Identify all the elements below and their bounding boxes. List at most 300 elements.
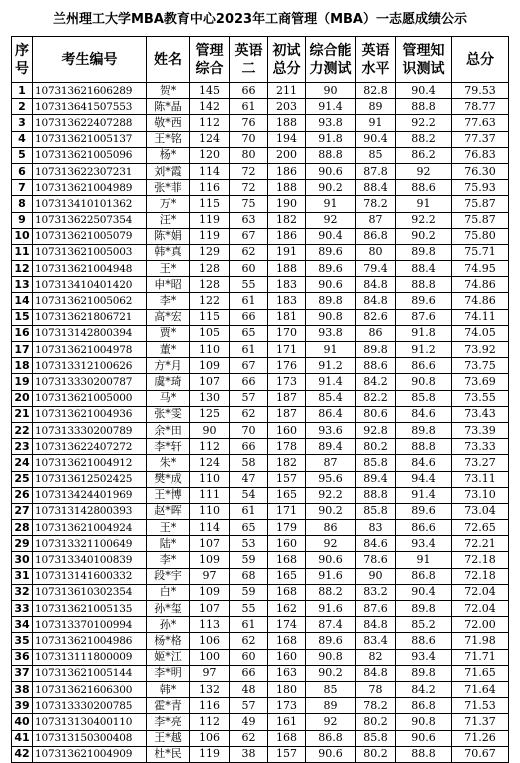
english-level-score: 88.4 (356, 180, 396, 196)
candidate-id: 107313321100649 (33, 536, 147, 552)
english-score: 68 (230, 568, 268, 584)
management-score: 107 (190, 374, 230, 390)
english-score: 54 (230, 487, 268, 503)
row-index: 8 (12, 196, 33, 212)
management-score: 110 (190, 471, 230, 487)
candidate-name: 白* (147, 584, 190, 600)
comprehensive-ability-score: 90.8 (306, 649, 356, 665)
management-score: 115 (190, 309, 230, 325)
prelim-total: 183 (268, 293, 306, 309)
management-knowledge-score: 93.4 (396, 649, 452, 665)
table-row (12, 358, 509, 374)
management-knowledge-score: 91 (396, 552, 452, 568)
management-knowledge-score: 89.8 (396, 665, 452, 681)
header-total: 总分 (452, 37, 509, 83)
management-score: 122 (190, 293, 230, 309)
header-index: 序号 (12, 37, 33, 83)
comprehensive-ability-score: 90.2 (306, 665, 356, 681)
comprehensive-ability-score: 87.4 (306, 617, 356, 633)
management-score: 125 (190, 406, 230, 422)
total-score: 79.53 (452, 83, 509, 99)
comprehensive-ability-score: 90 (306, 83, 356, 99)
management-score: 115 (190, 196, 230, 212)
row-index: 27 (12, 503, 33, 519)
comprehensive-ability-score: 89.6 (306, 261, 356, 277)
english-score: 76 (230, 115, 268, 131)
comprehensive-ability-score: 90.2 (306, 180, 356, 196)
english-score: 61 (230, 293, 268, 309)
table-row (12, 730, 509, 746)
english-score: 66 (230, 83, 268, 99)
candidate-name: 马* (147, 390, 190, 406)
header-comprehensive-ability: 综合能力测试 (306, 37, 356, 83)
english-score: 80 (230, 147, 268, 163)
candidate-id: 107313410101362 (33, 196, 147, 212)
total-score: 73.39 (452, 422, 509, 438)
management-score: 145 (190, 83, 230, 99)
candidate-id: 107313621005137 (33, 131, 147, 147)
comprehensive-ability-score: 91.6 (306, 601, 356, 617)
english-score: 57 (230, 698, 268, 714)
candidate-name: 赵*晖 (147, 503, 190, 519)
prelim-total: 186 (268, 163, 306, 179)
english-level-score: 78.2 (356, 698, 396, 714)
total-score: 72.04 (452, 601, 509, 617)
candidate-name: 汪* (147, 212, 190, 228)
english-level-score: 82 (356, 649, 396, 665)
row-index: 16 (12, 325, 33, 341)
table-row (12, 552, 509, 568)
management-knowledge-score: 91.4 (396, 487, 452, 503)
english-score: 61 (230, 503, 268, 519)
english-level-score: 80.2 (356, 746, 396, 762)
management-knowledge-score: 86.8 (396, 568, 452, 584)
candidate-name: 陆* (147, 536, 190, 552)
management-knowledge-score: 88.8 (396, 277, 452, 293)
prelim-total: 174 (268, 617, 306, 633)
candidate-name: 樊*成 (147, 471, 190, 487)
row-index: 39 (12, 698, 33, 714)
row-index: 1 (12, 83, 33, 99)
comprehensive-ability-score: 89 (306, 698, 356, 714)
table-row (12, 309, 509, 325)
comprehensive-ability-score: 92.2 (306, 487, 356, 503)
prelim-total: 203 (268, 99, 306, 115)
row-index: 10 (12, 228, 33, 244)
row-index: 22 (12, 422, 33, 438)
total-score: 77.37 (452, 131, 509, 147)
prelim-total: 179 (268, 520, 306, 536)
english-level-score: 84.6 (356, 536, 396, 552)
english-level-score: 78.2 (356, 196, 396, 212)
english-score: 67 (230, 358, 268, 374)
table-row (12, 617, 509, 633)
comprehensive-ability-score: 90.2 (306, 503, 356, 519)
table-row (12, 487, 509, 503)
candidate-id: 107313622507354 (33, 212, 147, 228)
header-management-comprehensive: 管理综合 (190, 37, 230, 83)
row-index: 38 (12, 681, 33, 697)
english-score: 66 (230, 309, 268, 325)
candidate-id: 107313621005062 (33, 293, 147, 309)
candidate-name: 杨*格 (147, 633, 190, 649)
row-index: 35 (12, 633, 33, 649)
total-score: 75.87 (452, 212, 509, 228)
management-knowledge-score: 89.8 (396, 422, 452, 438)
total-score: 73.10 (452, 487, 509, 503)
comprehensive-ability-score: 89.6 (306, 244, 356, 260)
total-score: 75.87 (452, 196, 509, 212)
candidate-name: 李* (147, 293, 190, 309)
management-score: 128 (190, 277, 230, 293)
comprehensive-ability-score: 93.6 (306, 422, 356, 438)
prelim-total: 163 (268, 665, 306, 681)
management-knowledge-score: 86.8 (396, 698, 452, 714)
management-score: 111 (190, 487, 230, 503)
table-row (12, 325, 509, 341)
candidate-name: 段*宇 (147, 568, 190, 584)
candidate-name: 孙*玺 (147, 601, 190, 617)
candidate-name: 李*亮 (147, 714, 190, 730)
management-score: 90 (190, 422, 230, 438)
management-knowledge-score: 84.6 (396, 406, 452, 422)
management-score: 124 (190, 455, 230, 471)
comprehensive-ability-score: 93.8 (306, 325, 356, 341)
candidate-id: 107313621606300 (33, 681, 147, 697)
english-level-score: 91 (356, 115, 396, 131)
candidate-id: 107313330200789 (33, 422, 147, 438)
english-level-score: 88.8 (356, 487, 396, 503)
row-index: 41 (12, 730, 33, 746)
english-score: 65 (230, 520, 268, 536)
candidate-name: 万* (147, 196, 190, 212)
total-score: 73.55 (452, 390, 509, 406)
prelim-total: 168 (268, 730, 306, 746)
prelim-total: 157 (268, 471, 306, 487)
row-index: 37 (12, 665, 33, 681)
prelim-total: 180 (268, 681, 306, 697)
candidate-name: 王* (147, 520, 190, 536)
candidate-name: 张*雯 (147, 406, 190, 422)
total-score: 73.69 (452, 374, 509, 390)
english-level-score: 82.6 (356, 309, 396, 325)
table-row (12, 115, 509, 131)
english-level-score: 83.2 (356, 584, 396, 600)
candidate-name: 董* (147, 342, 190, 358)
table-row (12, 131, 509, 147)
english-level-score: 89 (356, 99, 396, 115)
total-score: 71.65 (452, 665, 509, 681)
candidate-name: 李*明 (147, 665, 190, 681)
prelim-total: 170 (268, 325, 306, 341)
management-score: 119 (190, 746, 230, 762)
row-index: 11 (12, 244, 33, 260)
candidate-id: 107313622307231 (33, 163, 147, 179)
candidate-name: 韩*真 (147, 244, 190, 260)
row-index: 26 (12, 487, 33, 503)
candidate-name: 朱* (147, 455, 190, 471)
english-level-score: 84.8 (356, 665, 396, 681)
prelim-total: 200 (268, 147, 306, 163)
management-score: 119 (190, 212, 230, 228)
prelim-total: 187 (268, 406, 306, 422)
comprehensive-ability-score: 86.4 (306, 406, 356, 422)
management-score: 110 (190, 342, 230, 358)
candidate-id: 107313621004978 (33, 342, 147, 358)
table-row (12, 180, 509, 196)
management-knowledge-score: 87.6 (396, 309, 452, 325)
total-score: 76.30 (452, 163, 509, 179)
management-knowledge-score: 85.2 (396, 617, 452, 633)
english-score: 58 (230, 455, 268, 471)
candidate-id: 107313612502425 (33, 471, 147, 487)
english-score: 60 (230, 261, 268, 277)
comprehensive-ability-score: 92 (306, 212, 356, 228)
total-score: 74.11 (452, 309, 509, 325)
total-score: 73.11 (452, 471, 509, 487)
management-knowledge-score: 84.6 (396, 455, 452, 471)
prelim-total: 171 (268, 503, 306, 519)
comprehensive-ability-score: 90.4 (306, 228, 356, 244)
row-index: 14 (12, 293, 33, 309)
management-knowledge-score: 92.2 (396, 212, 452, 228)
candidate-id: 107313621005000 (33, 390, 147, 406)
row-index: 34 (12, 617, 33, 633)
comprehensive-ability-score: 86.8 (306, 730, 356, 746)
prelim-total: 160 (268, 649, 306, 665)
prelim-total: 173 (268, 374, 306, 390)
total-score: 71.53 (452, 698, 509, 714)
english-score: 62 (230, 633, 268, 649)
english-score: 48 (230, 681, 268, 697)
prelim-total: 182 (268, 455, 306, 471)
row-index: 18 (12, 358, 33, 374)
english-score: 61 (230, 617, 268, 633)
management-score: 124 (190, 131, 230, 147)
english-score: 62 (230, 406, 268, 422)
management-score: 113 (190, 617, 230, 633)
candidate-name: 虞*琦 (147, 374, 190, 390)
management-score: 106 (190, 730, 230, 746)
row-index: 33 (12, 601, 33, 617)
english-score: 59 (230, 584, 268, 600)
row-index: 7 (12, 180, 33, 196)
english-level-score: 88.6 (356, 358, 396, 374)
table-row (12, 244, 509, 260)
english-score: 66 (230, 665, 268, 681)
english-level-score: 84.2 (356, 374, 396, 390)
row-index: 42 (12, 746, 33, 762)
comprehensive-ability-score: 89.4 (306, 439, 356, 455)
english-level-score: 80.6 (356, 406, 396, 422)
row-index: 29 (12, 536, 33, 552)
comprehensive-ability-score: 88.2 (306, 584, 356, 600)
candidate-id: 107313111800009 (33, 649, 147, 665)
english-level-score: 82.8 (356, 83, 396, 99)
table-row (12, 212, 509, 228)
table-row (12, 698, 509, 714)
english-level-score: 92.8 (356, 422, 396, 438)
candidate-id: 107313641507553 (33, 99, 147, 115)
row-index: 13 (12, 277, 33, 293)
prelim-total: 162 (268, 601, 306, 617)
table-row (12, 746, 509, 762)
candidate-id: 107313424401969 (33, 487, 147, 503)
candidate-name: 姬*江 (147, 649, 190, 665)
management-score: 116 (190, 180, 230, 196)
table-header-row (12, 37, 509, 83)
candidate-id: 107313621004989 (33, 180, 147, 196)
management-knowledge-score: 89.8 (396, 244, 452, 260)
table-row (12, 471, 509, 487)
table-row (12, 261, 509, 277)
english-level-score: 84.8 (356, 293, 396, 309)
candidate-name: 王*越 (147, 730, 190, 746)
candidate-name: 敬*西 (147, 115, 190, 131)
prelim-total: 211 (268, 83, 306, 99)
comprehensive-ability-score: 92 (306, 714, 356, 730)
table-row (12, 406, 509, 422)
row-index: 3 (12, 115, 33, 131)
prelim-total: 165 (268, 487, 306, 503)
table-row (12, 665, 509, 681)
management-score: 109 (190, 584, 230, 600)
candidate-name: 贾* (147, 325, 190, 341)
candidate-name: 王*铭 (147, 131, 190, 147)
english-level-score: 85.8 (356, 730, 396, 746)
candidate-id: 107313410401420 (33, 277, 147, 293)
english-score: 47 (230, 471, 268, 487)
table-row (12, 584, 509, 600)
candidate-id: 107313621606289 (33, 83, 147, 99)
comprehensive-ability-score: 85 (306, 681, 356, 697)
management-score: 109 (190, 552, 230, 568)
candidate-name: 方*月 (147, 358, 190, 374)
management-score: 107 (190, 536, 230, 552)
management-score: 142 (190, 99, 230, 115)
english-score: 55 (230, 601, 268, 617)
english-score: 66 (230, 439, 268, 455)
english-score: 57 (230, 390, 268, 406)
prelim-total: 173 (268, 698, 306, 714)
candidate-id: 107313141600332 (33, 568, 147, 584)
candidate-name: 陈*晶 (147, 99, 190, 115)
candidate-id: 107313621005096 (33, 147, 147, 163)
page-title: 兰州理工大学MBA教育中心2023年工商管理（MBA）一志愿成绩公示 (53, 12, 467, 27)
management-score: 132 (190, 681, 230, 697)
english-level-score: 84.8 (356, 277, 396, 293)
candidate-name: 孙* (147, 617, 190, 633)
table-body (12, 83, 509, 763)
prelim-total: 188 (268, 180, 306, 196)
english-score: 38 (230, 746, 268, 762)
management-score: 112 (190, 115, 230, 131)
management-knowledge-score: 89.8 (396, 601, 452, 617)
table-row (12, 422, 509, 438)
english-level-score: 89.8 (356, 342, 396, 358)
management-score: 97 (190, 568, 230, 584)
table-row (12, 633, 509, 649)
candidate-name: 韩* (147, 681, 190, 697)
candidate-id: 107313150300408 (33, 730, 147, 746)
management-knowledge-score: 88.8 (396, 99, 452, 115)
total-score: 74.86 (452, 277, 509, 293)
candidate-name: 张*菲 (147, 180, 190, 196)
english-level-score: 89.4 (356, 471, 396, 487)
management-knowledge-score: 94.4 (396, 471, 452, 487)
row-index: 40 (12, 714, 33, 730)
comprehensive-ability-score: 91 (306, 196, 356, 212)
management-knowledge-score: 84.2 (396, 681, 452, 697)
candidate-id: 107313621004909 (33, 746, 147, 762)
candidate-name: 高*宏 (147, 309, 190, 325)
total-score: 72.04 (452, 584, 509, 600)
row-index: 2 (12, 99, 33, 115)
comprehensive-ability-score: 89.8 (306, 293, 356, 309)
table-row (12, 681, 509, 697)
row-index: 6 (12, 163, 33, 179)
english-level-score: 87.6 (356, 601, 396, 617)
total-score: 70.67 (452, 746, 509, 762)
total-score: 73.75 (452, 358, 509, 374)
candidate-id: 107313621005003 (33, 244, 147, 260)
table-row (12, 147, 509, 163)
comprehensive-ability-score: 91.6 (306, 568, 356, 584)
table-row (12, 455, 509, 471)
total-score: 76.83 (452, 147, 509, 163)
table-row (12, 439, 509, 455)
total-score: 73.43 (452, 406, 509, 422)
total-score: 72.65 (452, 520, 509, 536)
candidate-id: 107313621004986 (33, 633, 147, 649)
total-score: 73.27 (452, 455, 509, 471)
row-index: 4 (12, 131, 33, 147)
prelim-total: 168 (268, 584, 306, 600)
candidate-id: 107313621806721 (33, 309, 147, 325)
prelim-total: 168 (268, 633, 306, 649)
management-knowledge-score: 88.6 (396, 180, 452, 196)
management-knowledge-score: 86.2 (396, 147, 452, 163)
management-knowledge-score: 88.6 (396, 633, 452, 649)
prelim-total: 168 (268, 552, 306, 568)
management-knowledge-score: 88.2 (396, 131, 452, 147)
candidate-id: 107313621005079 (33, 228, 147, 244)
total-score: 71.64 (452, 681, 509, 697)
comprehensive-ability-score: 92 (306, 536, 356, 552)
english-level-score: 85.8 (356, 455, 396, 471)
english-level-score: 78 (356, 681, 396, 697)
table-row (12, 277, 509, 293)
table-row (12, 342, 509, 358)
candidate-id: 107313621004912 (33, 455, 147, 471)
management-knowledge-score: 91.8 (396, 325, 452, 341)
candidate-id: 107313142800394 (33, 325, 147, 341)
row-index: 17 (12, 342, 33, 358)
candidate-id: 107313610302354 (33, 584, 147, 600)
management-knowledge-score: 90.4 (396, 584, 452, 600)
prelim-total: 188 (268, 115, 306, 131)
english-score: 72 (230, 163, 268, 179)
management-score: 116 (190, 698, 230, 714)
header-prelim-total: 初试总分 (268, 37, 306, 83)
total-score: 74.05 (452, 325, 509, 341)
candidate-name: 杜*民 (147, 746, 190, 762)
total-score: 74.95 (452, 261, 509, 277)
row-index: 15 (12, 309, 33, 325)
management-knowledge-score: 86.6 (396, 358, 452, 374)
row-index: 21 (12, 406, 33, 422)
management-knowledge-score: 90.6 (396, 730, 452, 746)
